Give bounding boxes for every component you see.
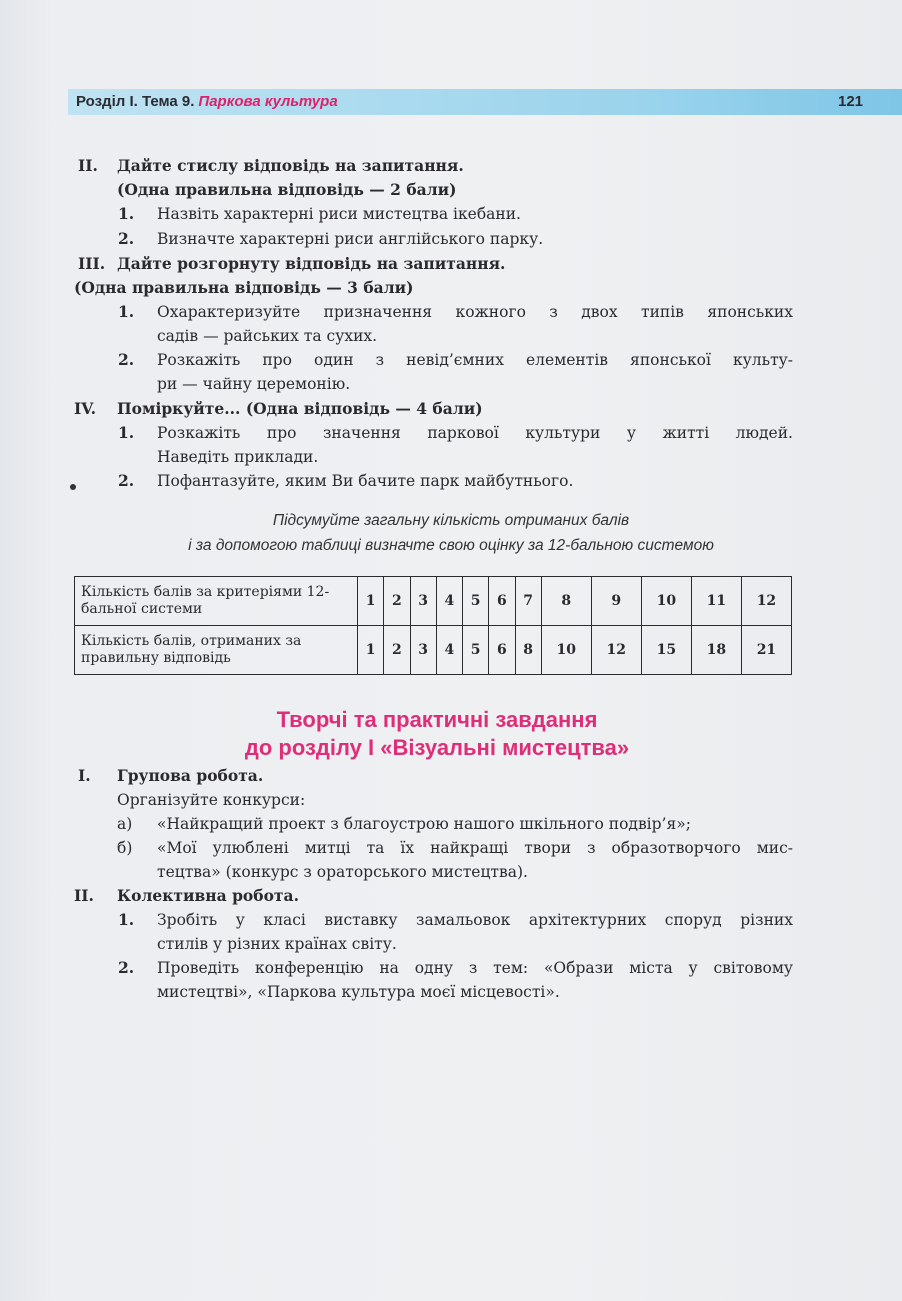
creative-part2-item-1-line2: стилів у різних країнах світу. [157, 935, 397, 953]
creative-item-a: «Найкращий проект з благоустрою нашого шкільного подвір’я»; [157, 815, 691, 833]
table-cell: 10 [541, 626, 591, 675]
part4-item-1-line2: Наведіть приклади. [157, 448, 319, 466]
table-cell: 2 [384, 577, 410, 626]
part3-numeral: III. [78, 254, 106, 273]
points-row-header: Кількість балів, отриманих за правильну відповідь [75, 626, 358, 675]
part3-title: Дайте розгорнуту відповідь на запитання. [117, 254, 506, 273]
table-cell: 12 [741, 577, 791, 626]
table-cell: 8 [541, 577, 591, 626]
header-section [76, 93, 338, 110]
part4-item-1-num: 1. [118, 423, 135, 442]
creative-item-a-mark: а) [117, 815, 133, 833]
part3-item-1-line2: садів — райських та сухих. [157, 327, 378, 345]
part3-item-1-line1: Охарактеризуйте призначення кожного з двох типів японських [157, 303, 793, 321]
table-cell: 1 [358, 626, 384, 675]
creative-title-line-1: Творчі та практичні завдання [276, 707, 598, 732]
creative-item-b-line1: «Мої улюблені митці та їх найкращі твори з образотворчого мис- [157, 839, 793, 857]
part3-item-1-num: 1. [118, 302, 135, 321]
part2-item-1: Назвіть характерні риси мистецтва ікебани. [157, 205, 521, 223]
instruction-line-1: Підсумуйте загальну кількість отриманих балів [272, 512, 630, 529]
part3-item-2-line2: ри — чайну церемонію. [157, 375, 351, 393]
table-cell: 9 [591, 577, 641, 626]
score-table-row-criteria [75, 577, 792, 626]
page-number: 121 [838, 93, 864, 110]
table-cell: 11 [691, 577, 741, 626]
creative-part2-item-2-num: 2. [118, 958, 135, 977]
part2-points: (Одна правильна відповідь — 2 бали) [117, 180, 457, 199]
score-table [74, 576, 792, 675]
part4-item-2-num: 2. [118, 471, 135, 490]
part2-numeral: II. [78, 156, 98, 175]
part2-item-2-num: 2. [118, 229, 135, 248]
creative-part2-item-2-line2: мистецтві», «Паркова культура моєї місцевості». [157, 983, 560, 1001]
table-cell: 10 [641, 577, 691, 626]
table-cell: 4 [436, 577, 462, 626]
header-section-label: Розділ І. Тема 9. [76, 93, 195, 110]
instruction-line-2: і за допомогою таблиці визначте свою оцінку за 12-бальною системою [188, 537, 714, 554]
part2-title: Дайте стислу відповідь на запитання. [117, 156, 464, 175]
table-cell: 5 [463, 577, 489, 626]
table-cell: 21 [741, 626, 791, 675]
table-cell: 6 [489, 626, 515, 675]
part2-item-2: Визначте характерні риси англійського парку. [157, 230, 544, 248]
creative-item-b-line2: тецтва» (конкурс з ораторського мистецтва). [157, 863, 528, 881]
table-cell: 15 [641, 626, 691, 675]
table-cell: 6 [489, 577, 515, 626]
table-cell: 3 [410, 626, 436, 675]
table-cell: 4 [436, 626, 462, 675]
creative-part2-item-2-line1: Проведіть конференцію на одну з тем: «Образи міста у світовому [157, 959, 793, 977]
creative-part2-item-1-line1: Зробіть у класі виставку замальовок архітектурних споруд різних [157, 911, 793, 929]
ink-dot [70, 484, 76, 490]
creative-part2-item-1-num: 1. [118, 910, 135, 929]
creative-part1-title: Групова робота. [117, 766, 264, 785]
creative-part2-title: Колективна робота. [117, 886, 299, 905]
criteria-row-header: Кількість балів за критеріями 12-бальної системи [75, 577, 358, 626]
part3-points: (Одна правильна відповідь — 3 бали) [74, 278, 414, 297]
creative-title-line-2: до розділу І «Візуальні мистецтва» [244, 735, 630, 760]
part3-item-2-line1: Розкажіть про один з невід’ємних елементів японської культу- [157, 351, 793, 369]
part4-item-2-line1: Пофантазуйте, яким Ви бачите парк майбутнього. [157, 472, 574, 490]
table-cell: 2 [384, 626, 410, 675]
part4-item-1-line1: Розкажіть про значення паркової культури у житті людей. [157, 424, 793, 442]
table-cell: 18 [691, 626, 741, 675]
creative-part2-numeral: II. [74, 886, 94, 905]
table-cell: 8 [515, 626, 541, 675]
table-cell: 3 [410, 577, 436, 626]
part4-numeral: IV. [74, 399, 96, 418]
part3-item-2-num: 2. [118, 350, 135, 369]
table-cell: 5 [463, 626, 489, 675]
page-header [68, 89, 902, 115]
creative-item-b-mark: б) [117, 839, 133, 857]
part4-title: Поміркуйте... (Одна відповідь — 4 бали) [117, 399, 483, 418]
table-cell: 12 [591, 626, 641, 675]
header-topic: Паркова культура [198, 93, 338, 110]
creative-part1-intro: Організуйте конкурси: [117, 791, 306, 809]
table-cell: 1 [358, 577, 384, 626]
part2-item-1-num: 1. [118, 204, 135, 223]
table-cell: 7 [515, 577, 541, 626]
creative-part1-numeral: I. [78, 766, 91, 785]
score-table-row-points [75, 626, 792, 675]
